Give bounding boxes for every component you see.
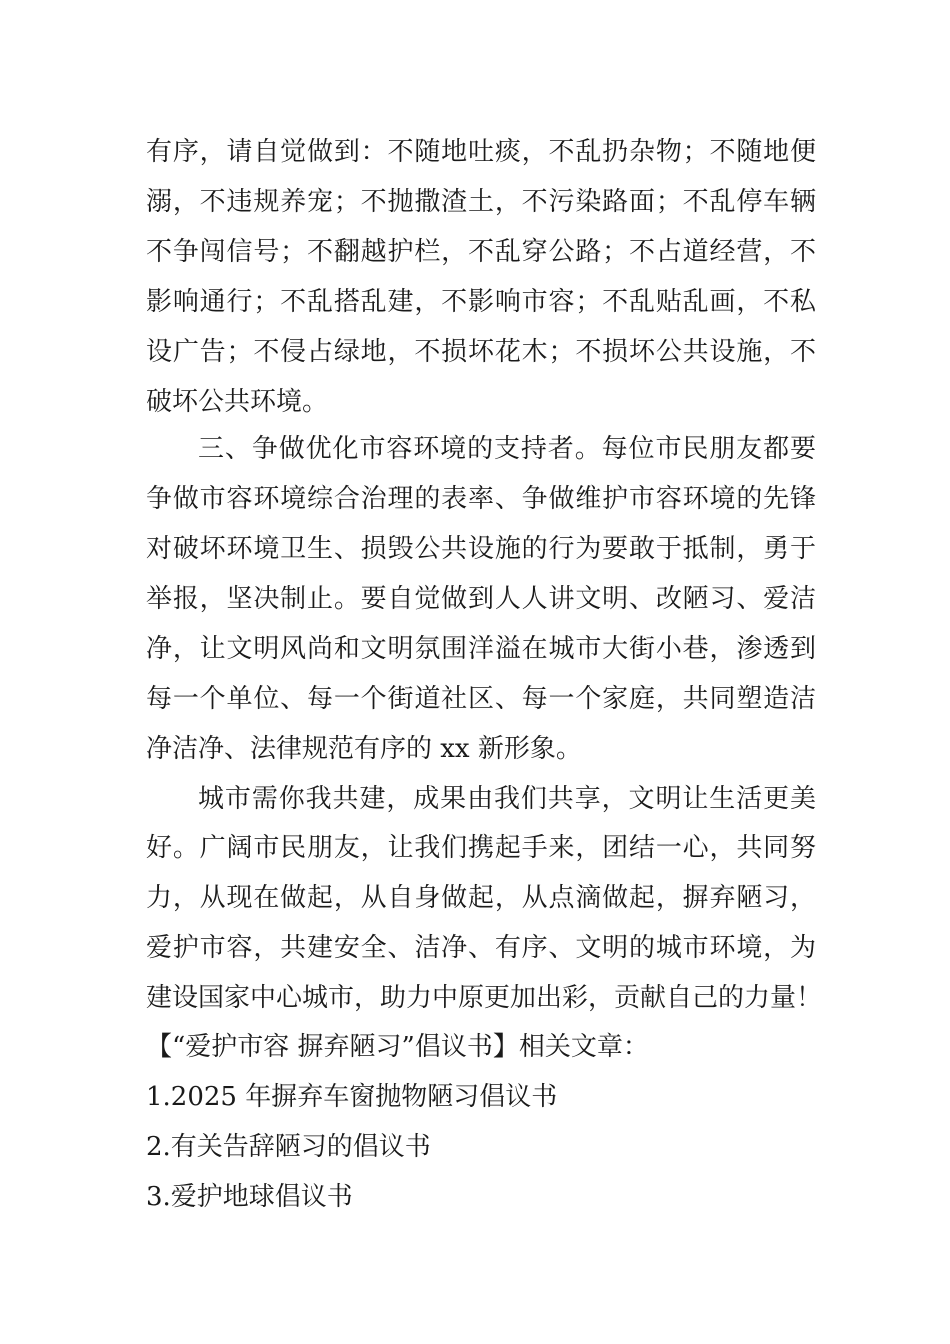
paragraph-2-line-7: 净洁净、法律规范有序的 xx 新形象。 [146,734,582,764]
paragraph-2-line-1: 三、争做优化市容环境的支持者。每位市民朋友都要 [198,434,816,464]
paragraph-1-line-1: 有序，请自觉做到：不随地吐痰，不乱扔杂物；不随地便 [146,137,816,167]
paragraph-2-line-5: 净，让文明风尚和文明氛围洋溢在城市大街小巷，渗透到 [146,634,816,664]
paragraph-3-line-5: 建设国家中心城市，助力中原更加出彩，贡献自己的力量！ [146,983,823,1013]
related-link-1[interactable]: 1.2025 年摒弃车窗抛物陋习倡议书 [146,1082,558,1112]
paragraph-1-line-2: 溺，不违规养宠；不抛撒渣土，不污染路面；不乱停车辆 [146,187,816,217]
paragraph-2-line-2: 争做市容环境综合治理的表率、争做维护市容环境的先锋 [146,484,816,514]
paragraph-2-line-6: 每一个单位、每一个街道社区、每一个家庭，共同塑造洁 [146,684,816,714]
paragraph-2-line-4: 举报，坚决制止。要自觉做到人人讲文明、改陋习、爱洁 [146,584,816,614]
related-link-3[interactable]: 3.爱护地球倡议书 [146,1182,353,1212]
paragraph-3-line-3: 力，从现在做起，从自身做起，从点滴做起，摒弃陋习， [146,883,816,913]
paragraph-3-line-1: 城市需你我共建，成果由我们共享，文明让生活更美 [198,784,816,814]
related-link-2[interactable]: 2.有关告辞陋习的倡议书 [146,1132,431,1162]
paragraph-1-line-5: 设广告；不侵占绿地，不损坏花木；不损坏公共设施，不 [146,337,816,367]
paragraph-3-line-2: 好。广阔市民朋友，让我们携起手来，团结一心，共同努 [146,833,816,863]
related-heading: 【“爱护市容 摒弃陋习”倡议书】相关文章： [146,1032,649,1062]
paragraph-2-line-3: 对破坏环境卫生、损毁公共设施的行为要敢于抵制，勇于 [146,534,816,564]
paragraph-1-line-4: 影响通行；不乱搭乱建，不影响市容；不乱贴乱画，不私 [146,287,816,317]
paragraph-1-line-6: 破坏公共环境。 [146,387,329,417]
paragraph-1-line-3: 不争闯信号；不翻越护栏，不乱穿公路；不占道经营，不 [146,237,816,267]
paragraph-3-line-4: 爱护市容，共建安全、洁净、有序、文明的城市环境，为 [146,933,816,963]
